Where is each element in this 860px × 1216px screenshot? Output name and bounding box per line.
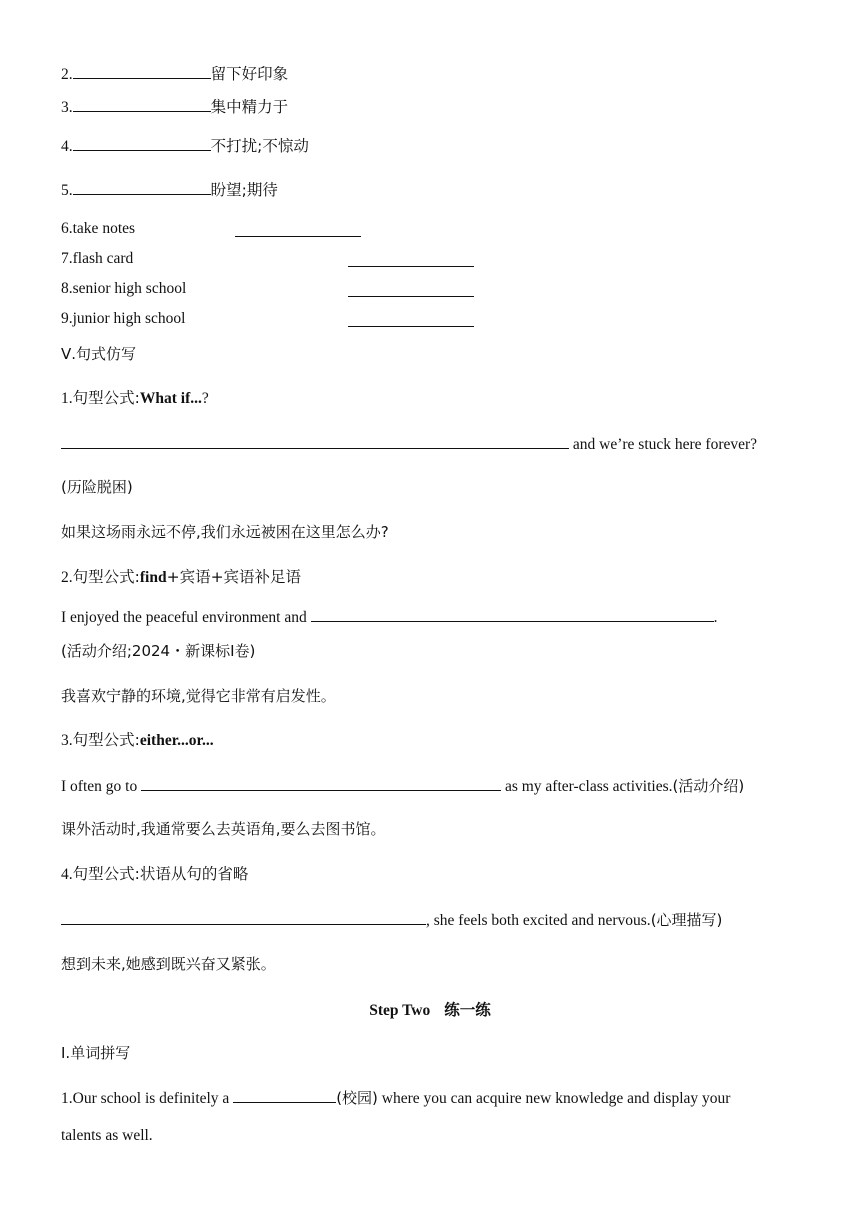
term-label: 6.take notes — [61, 220, 136, 237]
translation: 课外活动时,我通常要么去英语角,要么去图书馆。 — [61, 820, 386, 838]
context-tag: (活动介绍) — [672, 777, 745, 795]
sentence-line — [61, 433, 757, 455]
answer-blank[interactable] — [235, 235, 361, 237]
answer-blank[interactable] — [141, 775, 501, 791]
pattern-heading — [61, 730, 214, 751]
pattern-formula: either...or... — [139, 732, 214, 749]
pattern-tail: +宾语+宾语补足语 — [166, 568, 302, 586]
translation: 想到未来,她感到既兴奋又紧张。 — [61, 955, 276, 973]
term-label: 9.junior high school — [61, 310, 186, 327]
phrase-meaning: 留下好印象 — [210, 65, 289, 83]
phrase-meaning: 盼望;期待 — [210, 181, 278, 199]
pattern-label: 句型公式: — [72, 731, 140, 749]
sentence-line — [61, 606, 718, 628]
answer-blank[interactable] — [73, 96, 211, 112]
question-text: 1.Our school is definitely a — [61, 1090, 234, 1107]
item-number: 5. — [61, 182, 73, 199]
step-title-en: Step Two — [369, 1002, 431, 1019]
pattern-heading — [61, 864, 248, 885]
answer-blank[interactable] — [233, 1087, 336, 1103]
pattern-formula: What if... — [139, 390, 202, 407]
item-number: 2. — [61, 569, 73, 586]
answer-blank[interactable] — [61, 909, 426, 925]
step-heading — [0, 998, 860, 1020]
step-title-cn: 练一练 — [444, 1001, 491, 1019]
phrase-meaning: 集中精力于 — [210, 98, 289, 116]
answer-blank[interactable] — [61, 433, 569, 449]
sentence-text: I often go to — [61, 778, 142, 795]
section-title: Ⅰ.单词拼写 — [61, 1044, 131, 1062]
sentence-text: as my after-class activities. — [501, 778, 673, 795]
item-number: 2. — [61, 66, 73, 83]
translation: 我喜欢宁静的环境,觉得它非常有启发性。 — [61, 687, 336, 705]
item-number: 3. — [61, 732, 73, 749]
sentence-text: , she feels both excited and nervous. — [426, 912, 651, 929]
item-number: 4. — [61, 866, 73, 883]
answer-blank[interactable] — [348, 295, 474, 297]
pattern-label: 句型公式:状语从句的省略 — [72, 865, 249, 883]
sentence-text: I enjoyed the peaceful environment and — [61, 609, 311, 626]
context-tag: (历险脱困) — [61, 478, 133, 496]
section-title: Ⅴ.句式仿写 — [61, 345, 137, 363]
question-text: where you can acquire new knowledge and display your — [377, 1090, 731, 1107]
pattern-tail: ? — [201, 390, 209, 407]
answer-blank[interactable] — [348, 325, 474, 327]
pattern-formula: find — [139, 569, 167, 586]
context-tag: (活动介绍;2024・新课标Ⅰ卷) — [61, 642, 256, 660]
pattern-label: 句型公式: — [72, 389, 140, 407]
term-label: 8.senior high school — [61, 280, 187, 297]
sentence-line — [61, 775, 744, 797]
context-tag: (心理描写) — [650, 911, 723, 929]
item-number: 1. — [61, 390, 73, 407]
answer-blank[interactable] — [73, 63, 211, 79]
phrase-line — [61, 96, 288, 118]
answer-blank[interactable] — [348, 265, 474, 267]
item-number: 3. — [61, 99, 73, 116]
answer-blank[interactable] — [73, 179, 211, 195]
translation: 如果这场雨永远不停,我们永远被困在这里怎么办? — [61, 523, 389, 541]
pattern-label: 句型公式: — [72, 568, 140, 586]
sentence-line — [61, 909, 722, 931]
sentence-end: . — [713, 609, 718, 626]
pattern-heading — [61, 567, 301, 588]
phrase-line — [61, 135, 309, 157]
phrase-meaning: 不打扰;不惊动 — [210, 137, 309, 155]
sentence-text: and we’re stuck here forever? — [569, 436, 758, 453]
answer-blank[interactable] — [311, 606, 714, 622]
phrase-line — [61, 63, 288, 85]
item-number: 4. — [61, 138, 73, 155]
pattern-heading — [61, 388, 209, 409]
term-label: 7.flash card — [61, 250, 134, 267]
question-line — [61, 1087, 730, 1109]
hint-text: (校园) — [336, 1089, 378, 1107]
question-continuation: talents as well. — [61, 1127, 153, 1144]
phrase-line — [61, 179, 278, 201]
answer-blank[interactable] — [73, 135, 211, 151]
